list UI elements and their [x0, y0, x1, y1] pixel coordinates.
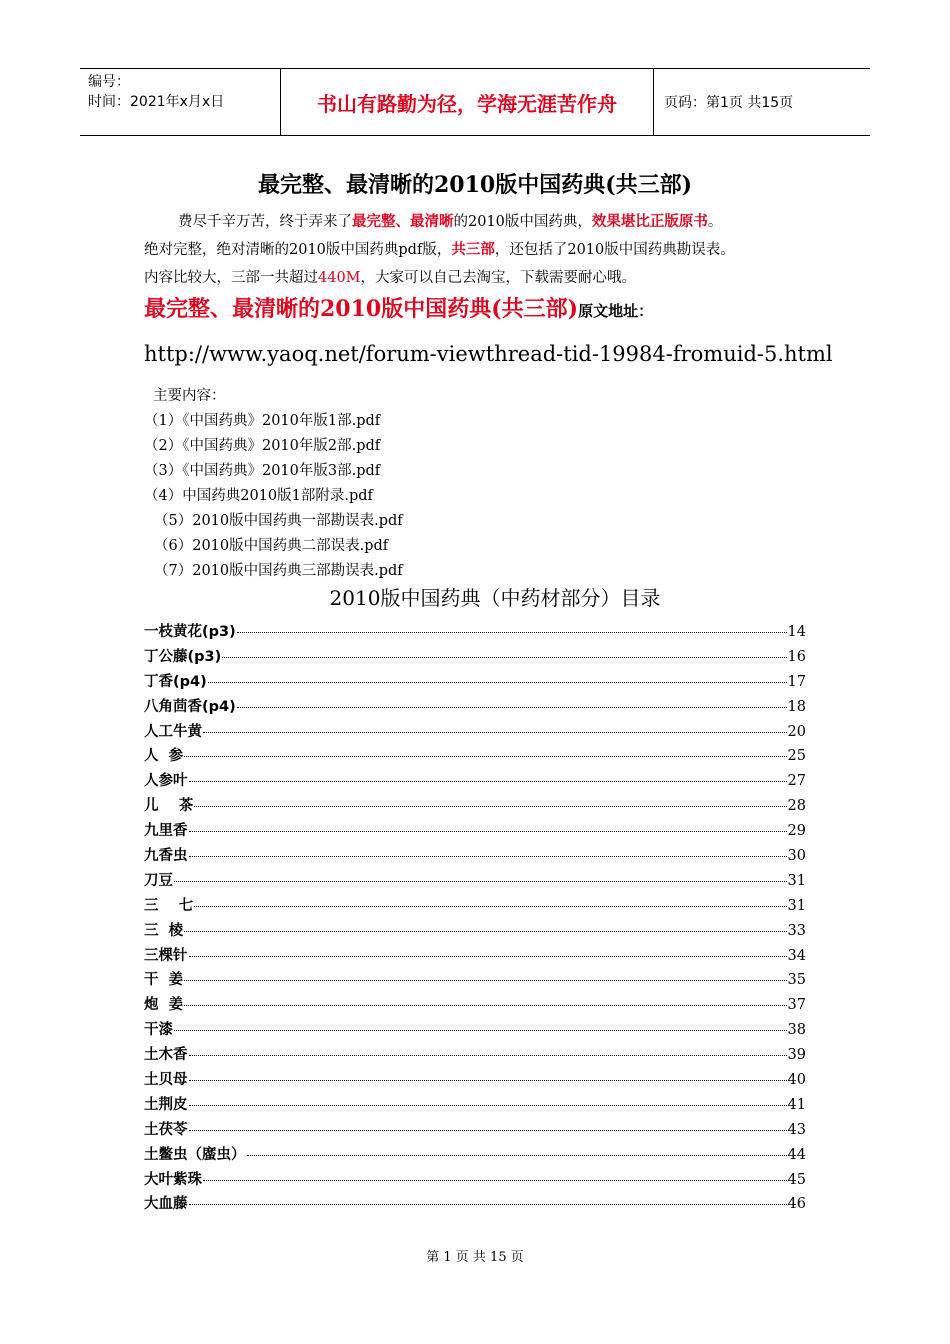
time-label: 时间：2021年x月x日 [88, 94, 225, 110]
toc-entry-name: 儿 茶 [144, 798, 194, 815]
toc-row[interactable] [144, 993, 806, 1018]
number-label: 编号： [88, 74, 130, 90]
source-url[interactable]: http://www.yaoq.net/forum-viewthread-tid-19984-fromuid-5.html [144, 342, 833, 366]
toc-entry-page: 31 [787, 872, 806, 889]
toc-row[interactable] [144, 695, 806, 720]
toc-entry-name: 土贝母 [144, 1072, 188, 1089]
toc-entry-page: 20 [787, 723, 806, 740]
list-item: （3）《中国药典》2010年版3部.pdf [144, 463, 381, 479]
toc-entry-page: 33 [787, 922, 806, 939]
toc-entry-name: 土木香 [144, 1047, 188, 1064]
toc-leader-dots [189, 1130, 787, 1131]
subtitle [144, 292, 653, 323]
toc-row[interactable] [144, 1093, 806, 1118]
toc-row[interactable] [144, 670, 806, 695]
header-meta [80, 69, 281, 135]
intro-paragraph [144, 208, 824, 292]
list-item: （4）中国药典2010版1部附录.pdf [144, 488, 373, 504]
contents-label: 主要内容： [153, 388, 226, 404]
toc-leader-dots [189, 1080, 787, 1081]
intro-text: ，还包括了2010版中国药典勘误表。 [494, 242, 735, 258]
toc-entry-name: 土荆皮 [144, 1096, 188, 1113]
toc-entry-name: 炮 姜 [144, 997, 184, 1014]
toc-leader-dots [189, 856, 787, 857]
toc-entry-name: 八角茴香(p4) [144, 698, 236, 715]
toc-leader-dots [237, 707, 787, 708]
toc-leader-dots [208, 682, 787, 683]
toc-leader-dots [189, 831, 787, 832]
toc-entry-page: 40 [787, 1072, 806, 1089]
toc-row[interactable] [144, 968, 806, 993]
toc-row[interactable] [144, 720, 806, 745]
toc-leader-dots [189, 1204, 787, 1205]
toc-entry-page: 18 [787, 698, 806, 715]
list-item: （2）《中国药典》2010年版2部.pdf [144, 438, 381, 454]
toc-row[interactable] [144, 1043, 806, 1068]
toc-row[interactable] [144, 645, 806, 670]
toc-entry-name: 丁公藤(p3) [144, 648, 222, 665]
toc-leader-dots [189, 1055, 787, 1056]
toc-leader-dots [194, 906, 786, 907]
subtitle-source-label: 原文地址： [578, 302, 654, 320]
list-item: （1）《中国药典》2010年版1部.pdf [144, 413, 381, 429]
toc-row[interactable] [144, 819, 806, 844]
toc-entry-page: 14 [787, 624, 806, 640]
header-page-info: 页码：第1页 共15页 [664, 95, 794, 111]
toc-leader-dots [184, 980, 786, 981]
toc-entry-name: 三棵针 [144, 947, 188, 964]
toc-leader-dots [184, 931, 786, 932]
toc-entry-name: 人参叶 [144, 773, 188, 790]
page-footer: 第 1 页 共 15 页 [426, 1250, 524, 1265]
toc-entry-page: 38 [787, 1022, 806, 1039]
toc-leader-dots [247, 1155, 787, 1156]
toc-entry-name: 土茯苓 [144, 1121, 188, 1138]
toc-row[interactable] [144, 944, 806, 969]
toc-row[interactable] [144, 919, 806, 944]
toc-entry-page: 28 [787, 798, 806, 815]
toc-entry-page: 17 [787, 673, 806, 690]
toc-leader-dots [174, 1030, 787, 1031]
toc-entry-name: 三 七 [144, 897, 194, 914]
toc-leader-dots [189, 956, 787, 957]
toc-row[interactable] [144, 894, 806, 919]
list-item: （5）2010版中国药典一部勘误表.pdf [154, 513, 403, 529]
toc-entry-page: 30 [787, 848, 806, 865]
toc-entry-name: 九香虫 [144, 848, 188, 865]
toc-leader-dots [222, 657, 786, 658]
toc-entry-page: 41 [787, 1096, 806, 1113]
toc-entry-name: 大叶紫珠 [144, 1171, 202, 1188]
toc-row[interactable] [144, 1018, 806, 1043]
toc-leader-dots [184, 1005, 786, 1006]
toc-leader-dots [203, 1180, 787, 1181]
subtitle-main: 最完整、最清晰的2010版中国药典(共三部) [144, 296, 579, 322]
toc-row[interactable] [144, 844, 806, 869]
toc-entry-name: 干漆 [144, 1022, 173, 1039]
page-title: 最完整、最清晰的2010版中国药典(共三部) [257, 172, 693, 198]
toc-entry-name: 丁香(p4) [144, 673, 207, 690]
toc-row[interactable] [144, 744, 806, 769]
toc-entry-page: 39 [787, 1047, 806, 1064]
toc-leader-dots [203, 732, 787, 733]
intro-text: 的2010版中国药典， [453, 214, 592, 230]
toc-list [144, 620, 806, 1217]
toc-title: 2010版中国药典（中药材部分）目录 [329, 586, 661, 610]
list-item: （7）2010版中国药典三部勘误表.pdf [154, 563, 403, 579]
toc-entry-name: 人工牛黄 [144, 723, 202, 740]
toc-row[interactable] [144, 1168, 806, 1193]
intro-text: 绝对完整，绝对清晰的2010版中国药典pdf版， [144, 242, 452, 258]
intro-text: 。 [707, 214, 723, 230]
toc-leader-dots [194, 806, 786, 807]
intro-highlight: 最完整、最清晰 [352, 213, 454, 230]
toc-entry-page: 25 [787, 748, 806, 765]
toc-leader-dots [189, 1105, 787, 1106]
toc-entry-name: 土鳖虫（䗪虫） [144, 1146, 246, 1163]
toc-entry-name: 刀豆 [144, 872, 173, 889]
toc-entry-page: 44 [787, 1146, 806, 1163]
toc-row[interactable] [144, 1118, 806, 1143]
header-table [80, 68, 870, 136]
toc-entry-page: 34 [787, 947, 806, 964]
toc-entry-page: 46 [787, 1196, 806, 1213]
toc-row[interactable] [144, 1192, 806, 1217]
intro-text: 内容比较大，三部一共超过 [144, 270, 318, 286]
toc-row[interactable] [144, 1068, 806, 1093]
toc-leader-dots [189, 781, 787, 782]
toc-row[interactable] [144, 620, 806, 645]
toc-entry-page: 43 [787, 1121, 806, 1138]
toc-entry-page: 29 [787, 823, 806, 840]
toc-entry-page: 45 [787, 1171, 806, 1188]
intro-text: ，大家可以自己去淘宝，下载需要耐心哦。 [360, 270, 637, 286]
intro-highlight: 效果堪比正版原书 [591, 213, 708, 230]
toc-leader-dots [174, 881, 787, 882]
contents-list [144, 409, 403, 584]
toc-row[interactable] [144, 1143, 806, 1168]
toc-entry-page: 35 [787, 972, 806, 989]
toc-entry-name: 一枝黄花(p3) [144, 624, 236, 640]
toc-entry-name: 干 姜 [144, 972, 184, 989]
toc-row[interactable] [144, 769, 806, 794]
list-item: （6）2010版中国药典二部误表.pdf [154, 538, 389, 554]
header-motto: 书山有路勤为径，学海无涯苦作舟 [281, 69, 654, 135]
toc-entry-page: 37 [787, 997, 806, 1014]
toc-leader-dots [237, 632, 787, 633]
toc-row[interactable] [144, 794, 806, 819]
toc-leader-dots [184, 756, 786, 757]
intro-text: 费尽千辛万苦，终于弄来了 [178, 214, 352, 230]
toc-entry-name: 九里香 [144, 823, 188, 840]
toc-entry-page: 27 [787, 773, 806, 790]
intro-highlight: 440M [318, 270, 361, 286]
intro-highlight: 共三部 [451, 241, 495, 258]
toc-entry-name: 三 棱 [144, 922, 184, 939]
toc-entry-name: 人 参 [144, 748, 184, 765]
toc-entry-page: 31 [787, 897, 806, 914]
toc-row[interactable] [144, 869, 806, 894]
toc-entry-name: 大血藤 [144, 1196, 188, 1213]
toc-entry-page: 16 [787, 648, 806, 665]
